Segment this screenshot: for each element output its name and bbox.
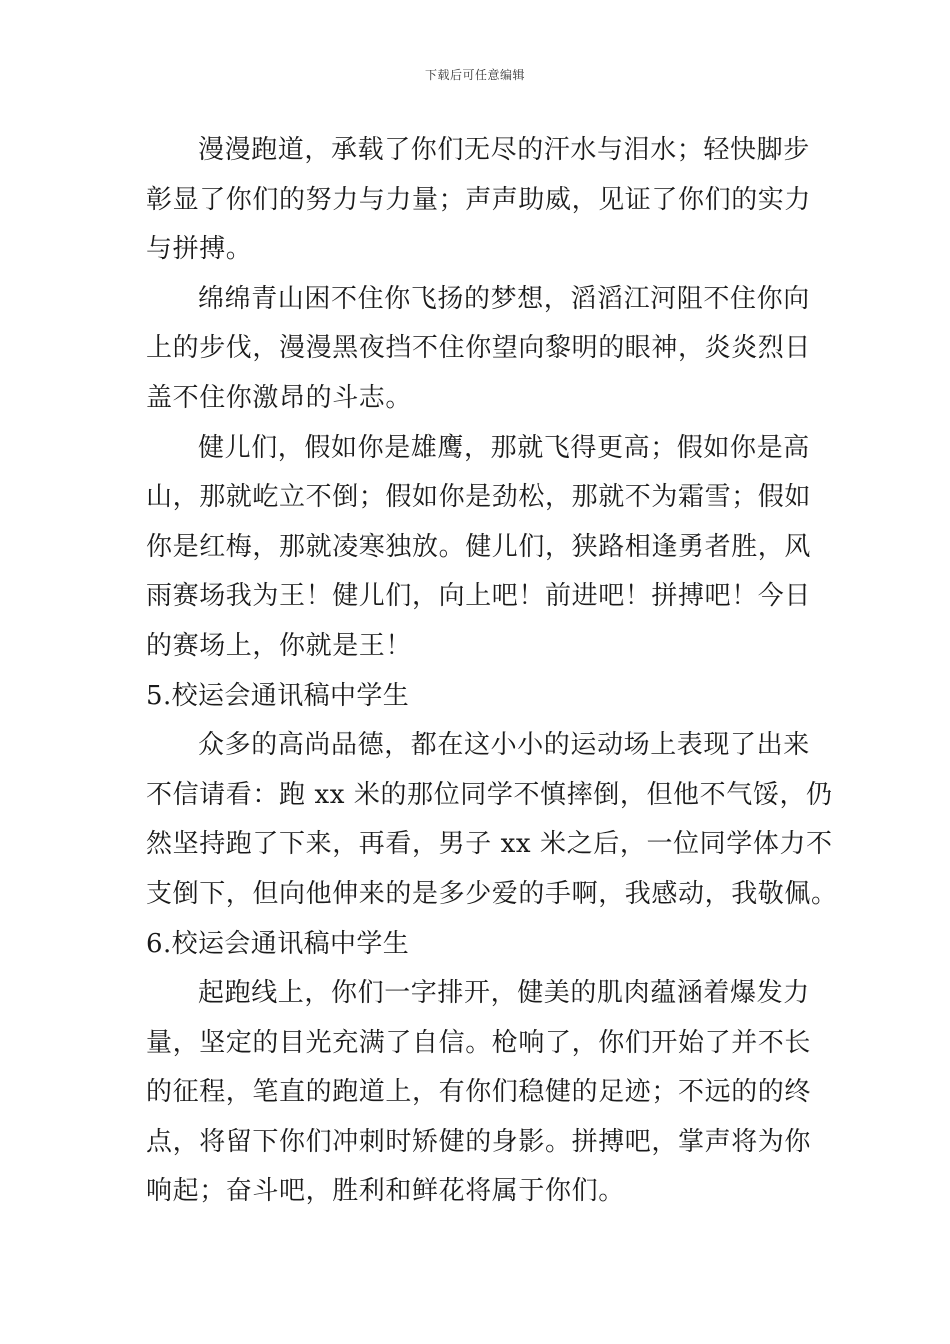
body-line: 的赛场上，你就是王！ xyxy=(146,630,413,661)
body-line: 漫漫跑道，承载了你们无尽的汗水与泪水；轻快脚步 xyxy=(198,135,810,165)
body-line: 的征程，笔直的跑道上，有你们稳健的足迹；不远的的终 xyxy=(146,1077,812,1108)
body-line: 起跑线上，你们一字排开，健美的肌肉蕴涵着爆发力 xyxy=(198,978,810,1009)
body-line: 上的步伐，漫漫黑夜挡不住你望向黎明的眼神，炎炎烈日 xyxy=(146,333,812,364)
body-line: 众多的高尚品德，都在这小小的运动场上表现了出来 xyxy=(198,730,810,761)
body-line: 山，那就屹立不倒；假如你是劲松，那就不为霜雪；假如 xyxy=(146,482,812,513)
header-note: 下载后可任意编辑 xyxy=(424,68,525,82)
body-line: 支倒下，但向他伸来的是多少爱的手啊，我感动，我敬佩。 xyxy=(146,878,838,909)
section-heading: 6.校运会通讯稿中学生 xyxy=(146,928,410,959)
section-heading: 5.校运会通讯稿中学生 xyxy=(146,680,410,711)
body-line: 点，将留下你们冲刺时矫健的身影。拼搏吧，掌声将为你 xyxy=(146,1126,812,1157)
body-line: 彰显了你们的努力与力量；声声助威，见证了你们的实力 xyxy=(146,184,812,215)
body-line: 与拼搏。 xyxy=(146,234,253,265)
body-line: 然坚持跑了下来，再看，男子 xx 米之后，一位同学体力不 xyxy=(146,829,833,860)
document-body xyxy=(146,126,838,1217)
body-line: 健儿们，假如你是雄鹰，那就飞得更高；假如你是高 xyxy=(198,432,810,463)
body-line: 绵绵青山困不住你飞扬的梦想，滔滔江河阻不住你向 xyxy=(198,283,810,314)
body-line: 响起；奋斗吧，胜利和鲜花将属于你们。 xyxy=(146,1176,625,1207)
body-line: 你是红梅，那就凌寒独放。健儿们，狭路相逢勇者胜，风 xyxy=(146,531,812,562)
body-line: 盖不住你激昂的斗志。 xyxy=(146,382,413,413)
body-line: 量，坚定的目光充满了自信。枪响了，你们开始了并不长 xyxy=(146,1027,812,1058)
body-line: 不信请看：跑 xx 米的那位同学不慎摔倒，但他不气馁，仍 xyxy=(146,779,833,810)
body-line: 雨赛场我为王！健儿们，向上吧！前进吧！拼搏吧！今日 xyxy=(146,581,812,612)
